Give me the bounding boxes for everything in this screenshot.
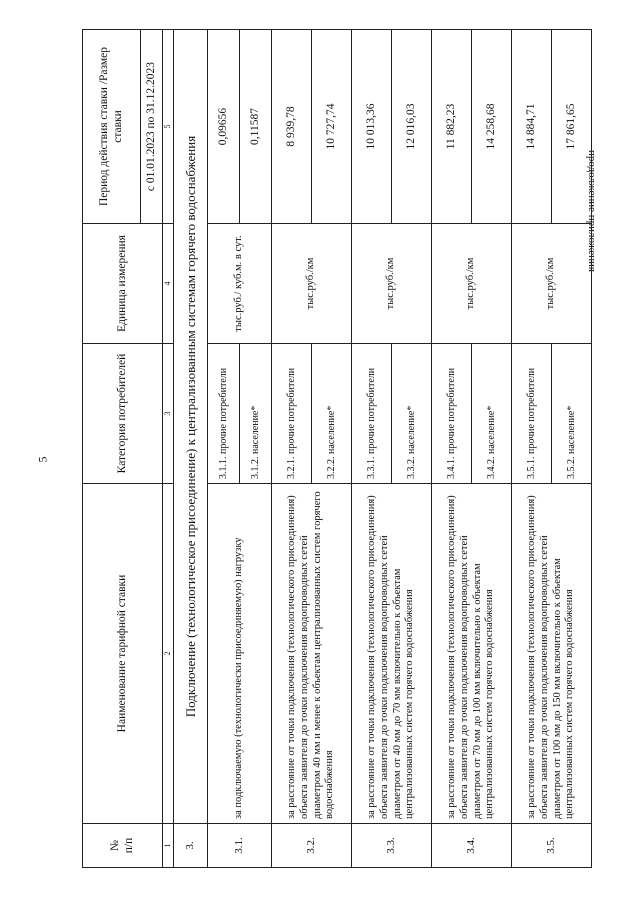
row-category: 3.1.2. население* — [240, 344, 272, 484]
table-row — [272, 30, 312, 868]
row-name: за расстояние от точки подключения (технологического присоединения) объекта заявителя до точки подключения водопроводных сетей диаметром от 100 мм до 150 мм включительно к объектам централизованных систем горячего водоснабжения — [512, 484, 592, 824]
row-value: 11 882,23 — [432, 30, 472, 224]
column-index: 2 — [163, 484, 174, 824]
row-value: 17 861,65 — [552, 30, 592, 224]
continuation-note: продолжение приложения — [586, 150, 598, 272]
row-unit: тыс.руб./км — [512, 224, 592, 344]
row-category: 3.1.1. прочие потребители — [208, 344, 240, 484]
row-value: 14 884,71 — [512, 30, 552, 224]
row-number: 3.2. — [272, 824, 352, 868]
column-index: 3 — [163, 344, 174, 484]
row-unit: тыс.руб./км — [352, 224, 432, 344]
row-category: 3.2.1. прочие потребители — [272, 344, 312, 484]
column-index: 1 — [163, 824, 174, 868]
row-value: 10 013,36 — [352, 30, 392, 224]
row-number: 3.1. — [208, 824, 272, 868]
row-value: 14 258,68 — [472, 30, 512, 224]
header-name: Наименование тарифной ставки — [83, 484, 163, 824]
header-unit: Единица измерения — [83, 224, 163, 344]
row-value: 0,11587 — [240, 30, 272, 224]
page-number: 5 — [35, 456, 50, 463]
row-number: 3.3. — [352, 824, 432, 868]
row-unit: тыс.руб./км — [432, 224, 512, 344]
row-name: за подключаемую (технологически присоединяемую) нагрузку — [208, 484, 272, 824]
row-category: 3.2.2. население* — [312, 344, 352, 484]
row-number: 3.4. — [432, 824, 512, 868]
column-index: 4 — [163, 224, 174, 344]
section-number: 3. — [174, 824, 208, 868]
row-number: 3.5. — [512, 824, 592, 868]
row-category: 3.5.2. население* — [552, 344, 592, 484]
header-num: № п/п — [83, 824, 163, 868]
header-period: Период действия ставки /Размер ставки — [83, 30, 141, 224]
row-name: за расстояние от точки подключения (технологического присоединения) объекта заявителя до точки подключения водопроводных сетей диаметром от 70 мм до 100 мм включительно к объектам централизованных систем горячего водоснабжения — [432, 484, 512, 824]
table-row — [352, 30, 392, 868]
row-category: 3.3.1. прочие потребители — [352, 344, 392, 484]
header-period-dates: с 01.01.2023 по 31.12.2023 — [141, 30, 163, 224]
row-name: за расстояние от точки подключения (технологического присоединения) объекта заявителя до точки подключения водопроводных сетей диаметром от 40 мм до 70 мм включительно к объектам централизованных систем горячего водоснабжения — [352, 484, 432, 824]
row-value: 0,09656 — [208, 30, 240, 224]
row-unit: тыс.руб./ куб.м. в сут. — [208, 224, 272, 344]
table-row — [512, 30, 552, 868]
rotated-table-container — [82, 30, 577, 868]
table-row — [208, 30, 240, 868]
row-category: 3.5.1. прочие потребители — [512, 344, 552, 484]
table-row — [432, 30, 472, 868]
row-name: за расстояние от точки подключения (технологического присоединения) объекта заявителя до точки подключения водопроводных сетей диаметром 40 мм и менее к объектам централизованных систем горячего водоснабжения — [272, 484, 352, 824]
row-value: 10 727,74 — [312, 30, 352, 224]
header-category: Категория потребителей — [83, 344, 163, 484]
section-title: Подключение (технологическое присоединение) к централизованным системам горячего водоснабжения — [174, 30, 208, 824]
row-unit: тыс.руб./км — [272, 224, 352, 344]
tariff-table — [82, 29, 592, 868]
row-value: 8 939,78 — [272, 30, 312, 224]
row-category: 3.4.1. прочие потребители — [432, 344, 472, 484]
row-category: 3.3.2. население* — [392, 344, 432, 484]
column-index: 5 — [163, 30, 174, 224]
row-value: 12 016,03 — [392, 30, 432, 224]
row-category: 3.4.2. население* — [472, 344, 512, 484]
